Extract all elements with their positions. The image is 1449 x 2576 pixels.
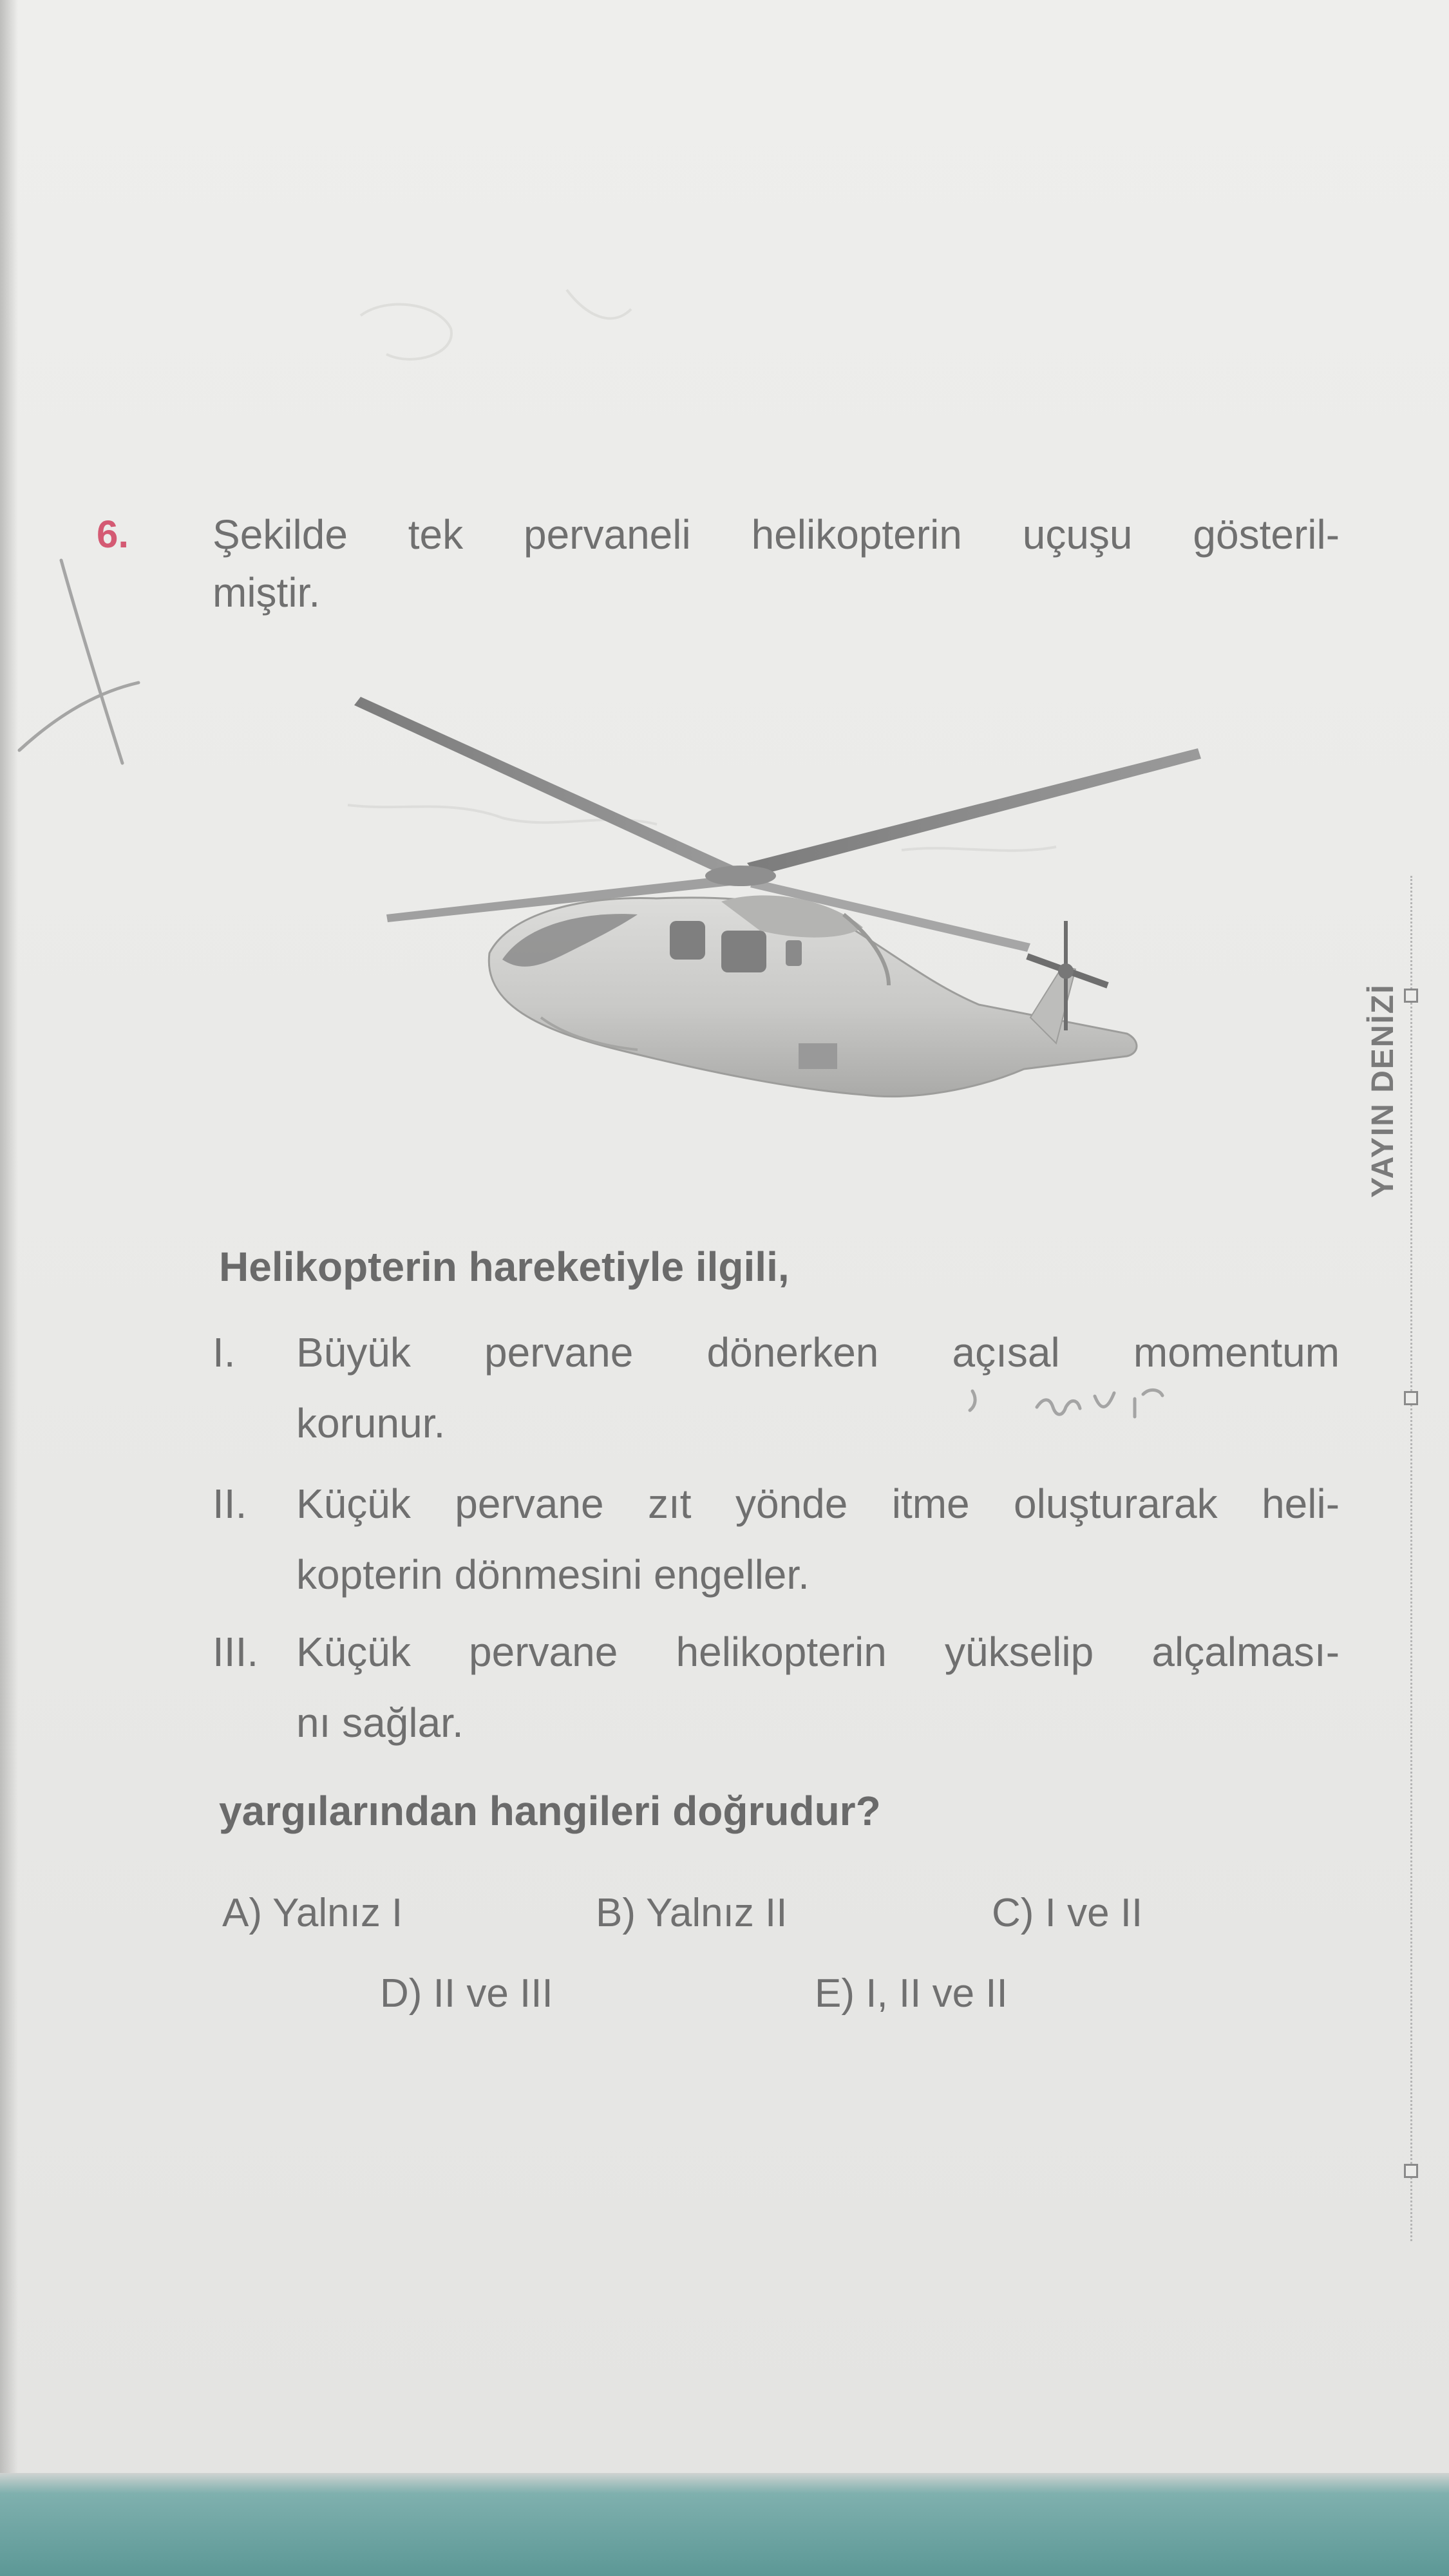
rotor-blade-1 (354, 697, 734, 876)
sidebar-square-icon (1404, 989, 1418, 1003)
statement-3-number: III. (213, 1629, 259, 1675)
cabin-window-1 (670, 921, 705, 960)
option-c[interactable]: C) I ve II (992, 1891, 1143, 1935)
statement-1-text (296, 1317, 1340, 1459)
question-prompt: yargılarından hangileri doğrudur? (219, 1788, 881, 1834)
option-a[interactable]: A) Yalnız I (222, 1891, 403, 1935)
statement-3 (213, 1616, 1346, 1765)
lead-in: Helikopterin hareketiyle ilgili, (219, 1244, 790, 1290)
tail-hub (1058, 963, 1074, 979)
rotor-blade-2 (747, 748, 1201, 876)
option-d[interactable]: D) II ve III (380, 1971, 553, 2016)
option-b[interactable]: B) Yalnız II (596, 1891, 788, 1935)
statement-2-text (296, 1468, 1340, 1610)
statement-2 (213, 1468, 1346, 1616)
stem-line-1: Şekilde tek pervaneli helikopterin uçuşu gösteril- (213, 511, 1340, 558)
statement-2-line-2: kopterin dönmesini engeller. (296, 1551, 810, 1598)
option-e[interactable]: E) I, II ve II (815, 1971, 1008, 2016)
statement-2-line-1: Küçük pervane zıt yönde itme oluşturarak heli- (296, 1481, 1340, 1527)
cabin-window-2 (721, 931, 766, 972)
statement-3-text (296, 1616, 1340, 1758)
statement-1-line-1: Büyük pervane dönerken açısal momentum (296, 1329, 1340, 1376)
helicopter-illustration (335, 683, 1236, 1172)
statement-3-line-2: nı sağlar. (296, 1700, 464, 1746)
fuselage (489, 895, 1137, 1096)
statement-3-line-1: Küçük pervane helikopterin yükselip alçalması- (296, 1629, 1340, 1675)
statement-2-number: II. (213, 1481, 247, 1527)
statement-1-line-2: korunur. (296, 1400, 446, 1446)
stem-line-2: miştir. (213, 569, 321, 616)
question-number: 6. (97, 513, 129, 556)
tail-rotor (1027, 921, 1108, 1043)
landing-gear-fairing (799, 1043, 837, 1069)
sidebar-square-icon (1404, 2164, 1418, 2178)
desk-background (0, 2473, 1449, 2576)
statement-1 (213, 1317, 1346, 1465)
sidebar-dotted-rule (1410, 876, 1412, 2241)
sidebar-square-icon (1404, 1391, 1418, 1405)
statement-1-number: I. (213, 1329, 236, 1376)
cabin-window-3 (786, 940, 802, 966)
page-gutter-shadow (0, 0, 18, 2486)
publisher-label: YAYIN DENİZİ (1366, 983, 1400, 1198)
rotor-hub (705, 866, 776, 886)
question-stem (213, 506, 1340, 621)
